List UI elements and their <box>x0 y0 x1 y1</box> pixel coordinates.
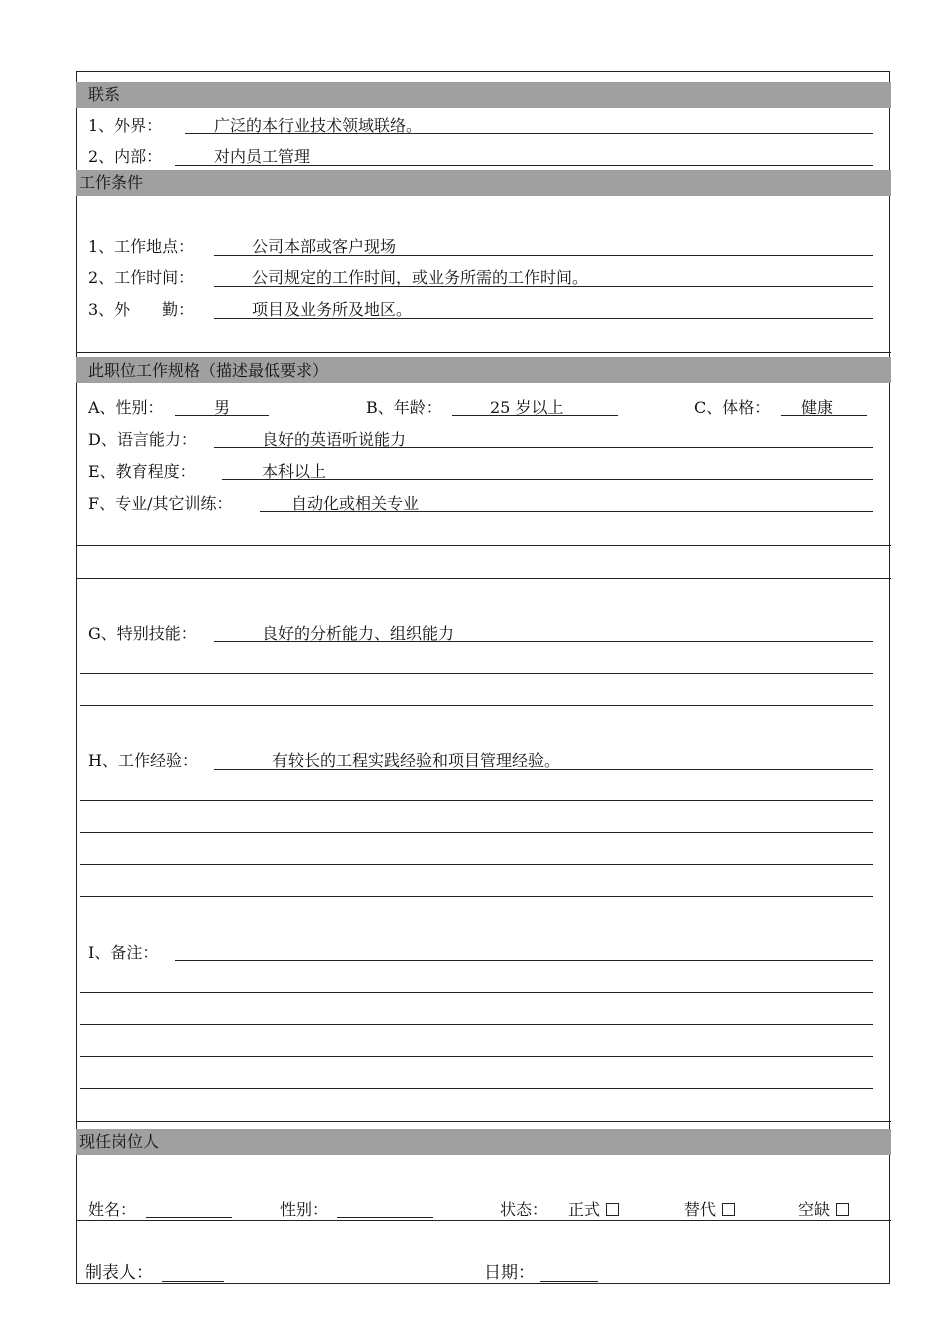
health-value: 健康 <box>801 398 834 417</box>
date-line <box>540 1281 598 1282</box>
language-label: D、语言能力： <box>88 430 197 449</box>
special-skills-value: 良好的分析能力、组织能力 <box>262 624 455 643</box>
section-header-incumbent: 现任岗位人 <box>76 1129 891 1155</box>
blank-line <box>80 673 873 674</box>
status-formal-option[interactable] <box>568 1199 619 1221</box>
blank-line <box>80 800 873 801</box>
blank-line <box>80 832 873 833</box>
incumbent-gender-label: 性别： <box>280 1200 329 1219</box>
internal-contact-label: 2、内部： <box>88 147 163 166</box>
education-value: 本科以上 <box>262 462 327 481</box>
language-value: 良好的英语听说能力 <box>262 430 407 449</box>
gender-label: A、性别： <box>88 398 164 417</box>
incumbent-status-label: 状态： <box>500 1200 549 1219</box>
status-substitute-option[interactable] <box>684 1199 735 1221</box>
work-time-value: 公司规定的工作时间，或业务所需的工作时间。 <box>252 268 589 287</box>
blank-line <box>80 705 873 706</box>
health-label: C、体格： <box>694 398 771 417</box>
remarks-line <box>175 960 873 961</box>
gender-value: 男 <box>214 398 231 417</box>
date-label: 日期： <box>484 1263 535 1283</box>
preparer-label: 制表人： <box>85 1263 153 1283</box>
field-work-value: 项目及业务所及地区。 <box>252 300 413 319</box>
age-label: B、年龄： <box>366 398 442 417</box>
blank-line <box>80 992 873 993</box>
divider <box>76 578 891 579</box>
blank-line <box>80 1024 873 1025</box>
blank-line <box>80 896 873 897</box>
status-substitute-label: 替代 <box>684 1200 717 1219</box>
section-header-conditions: 工作条件 <box>76 170 891 196</box>
preparer-line <box>162 1281 224 1282</box>
external-contact-value: 广泛的本行业技术领域联络。 <box>214 116 423 135</box>
work-location-value: 公司本部或客户现场 <box>252 237 397 256</box>
education-label: E、教育程度： <box>88 462 196 481</box>
special-skills-label: G、特别技能： <box>88 624 197 643</box>
section-header-specs: 此职位工作规格（描述最低要求） <box>76 357 891 383</box>
major-value: 自动化或相关专业 <box>291 494 420 513</box>
field-work-label: 3、外 勤： <box>88 300 195 319</box>
blank-line <box>80 864 873 865</box>
remarks-label: I、备注： <box>88 943 159 962</box>
status-formal-label: 正式 <box>568 1200 601 1219</box>
incumbent-name-line <box>146 1217 232 1218</box>
section-header-contact: 联系 <box>76 82 891 108</box>
status-vacant-label: 空缺 <box>798 1200 831 1219</box>
incumbent-name-label: 姓名： <box>88 1200 137 1219</box>
external-contact-label: 1、外界： <box>88 116 163 135</box>
age-value: 25 岁以上 <box>490 398 564 417</box>
divider <box>76 1121 891 1122</box>
incumbent-gender-line <box>337 1217 433 1218</box>
status-formal-checkbox[interactable] <box>606 1203 619 1216</box>
internal-contact-value: 对内员工管理 <box>214 147 311 166</box>
experience-value: 有较长的工程实践经验和项目管理经验。 <box>272 751 561 770</box>
work-time-label: 2、工作时间： <box>88 268 195 287</box>
major-label: F、专业/其它训练： <box>88 494 233 513</box>
blank-line <box>80 1056 873 1057</box>
form-frame <box>76 71 890 1284</box>
divider <box>76 352 891 353</box>
status-vacant-checkbox[interactable] <box>836 1203 849 1216</box>
work-location-label: 1、工作地点： <box>88 237 195 256</box>
divider <box>76 545 891 546</box>
blank-line <box>80 1088 873 1089</box>
status-substitute-checkbox[interactable] <box>722 1203 735 1216</box>
experience-label: H、工作经验： <box>88 751 198 770</box>
status-vacant-option[interactable] <box>798 1199 849 1221</box>
divider <box>76 1220 891 1221</box>
